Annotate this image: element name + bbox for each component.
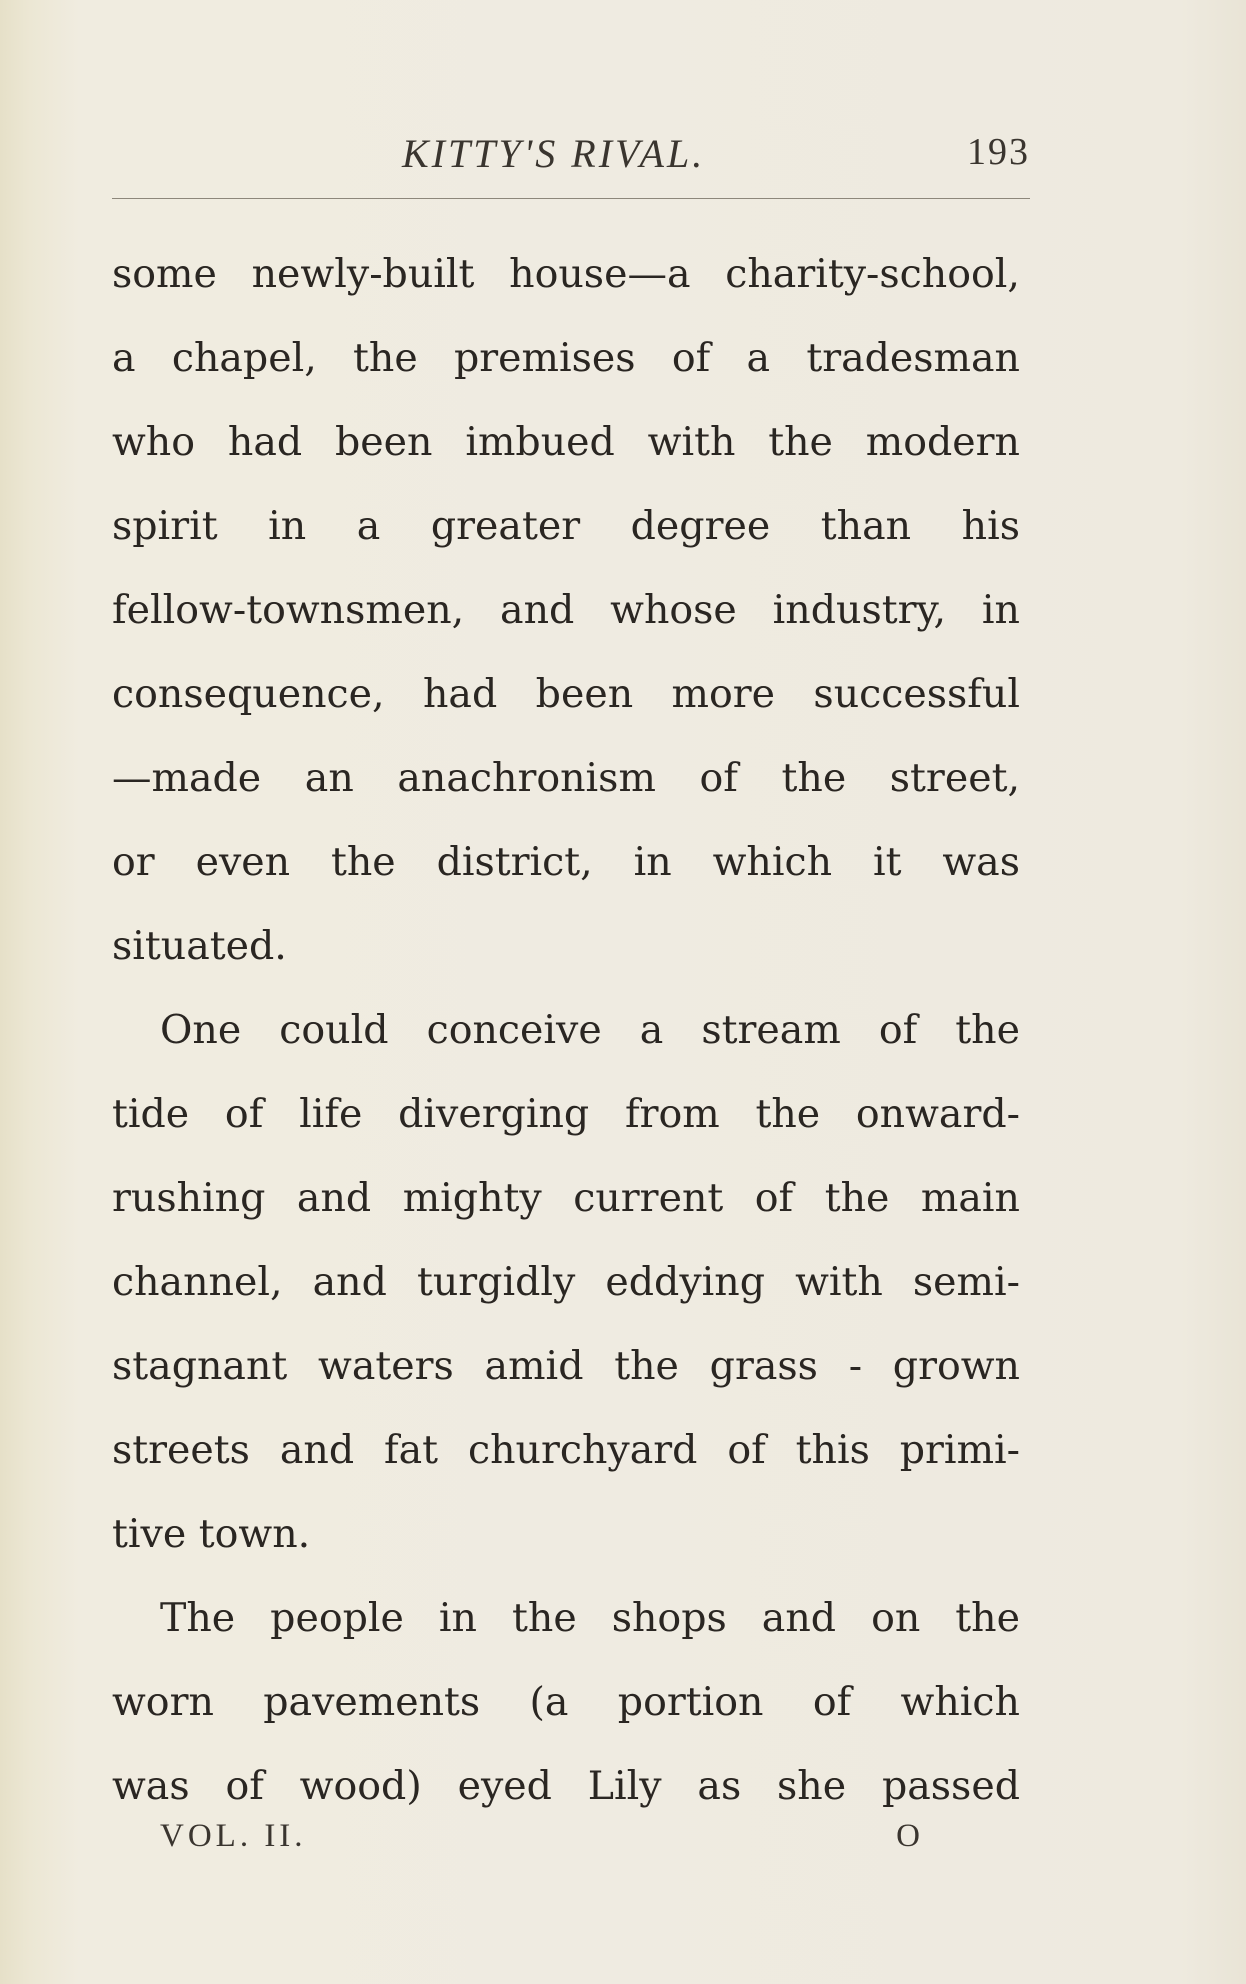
text-line: situated. [112,923,287,969]
text-line: worn pavements (a portion of which [112,1679,1020,1725]
page-number: 193 [967,131,1030,173]
text-line: fellow-townsmen, and whose industry, in [112,587,1020,633]
text-line: streets and fat churchyard of this primi- [112,1427,1020,1473]
text-line: rushing and mighty current of the main [112,1175,1020,1221]
text-line: consequence, had been more successful [112,671,1020,717]
text-line: a chapel, the premises of a tradesman [112,335,1020,381]
header-rule [112,198,1030,199]
text-line: —made an anachronism of the street, [112,755,1020,801]
page-footer [160,1818,920,1868]
text-line: was of wood) eyed Lily as she passed [112,1763,1020,1809]
text-line: or even the district, in which it was [112,839,1020,885]
text-line: tive town. [112,1511,311,1557]
signature-mark: O [896,1818,920,1854]
text-line: One could conceive a stream of the [160,1007,1020,1053]
text-line: tide of life diverging from the onward- [112,1091,1020,1137]
text-line: stagnant waters amid the grass - grown [112,1343,1020,1389]
volume-label: VOL. II. [160,1818,307,1854]
body-text [112,232,1020,1828]
page-header [112,122,1030,182]
text-line: some newly-built house—a charity-school, [112,251,1020,297]
text-line: channel, and turgidly eddying with semi- [112,1259,1020,1305]
text-line: who had been imbued with the modern [112,419,1020,465]
text-line: The people in the shops and on the [160,1595,1020,1641]
text-line: spirit in a greater degree than his [112,503,1020,549]
running-title: KITTY'S RIVAL. [402,131,706,176]
